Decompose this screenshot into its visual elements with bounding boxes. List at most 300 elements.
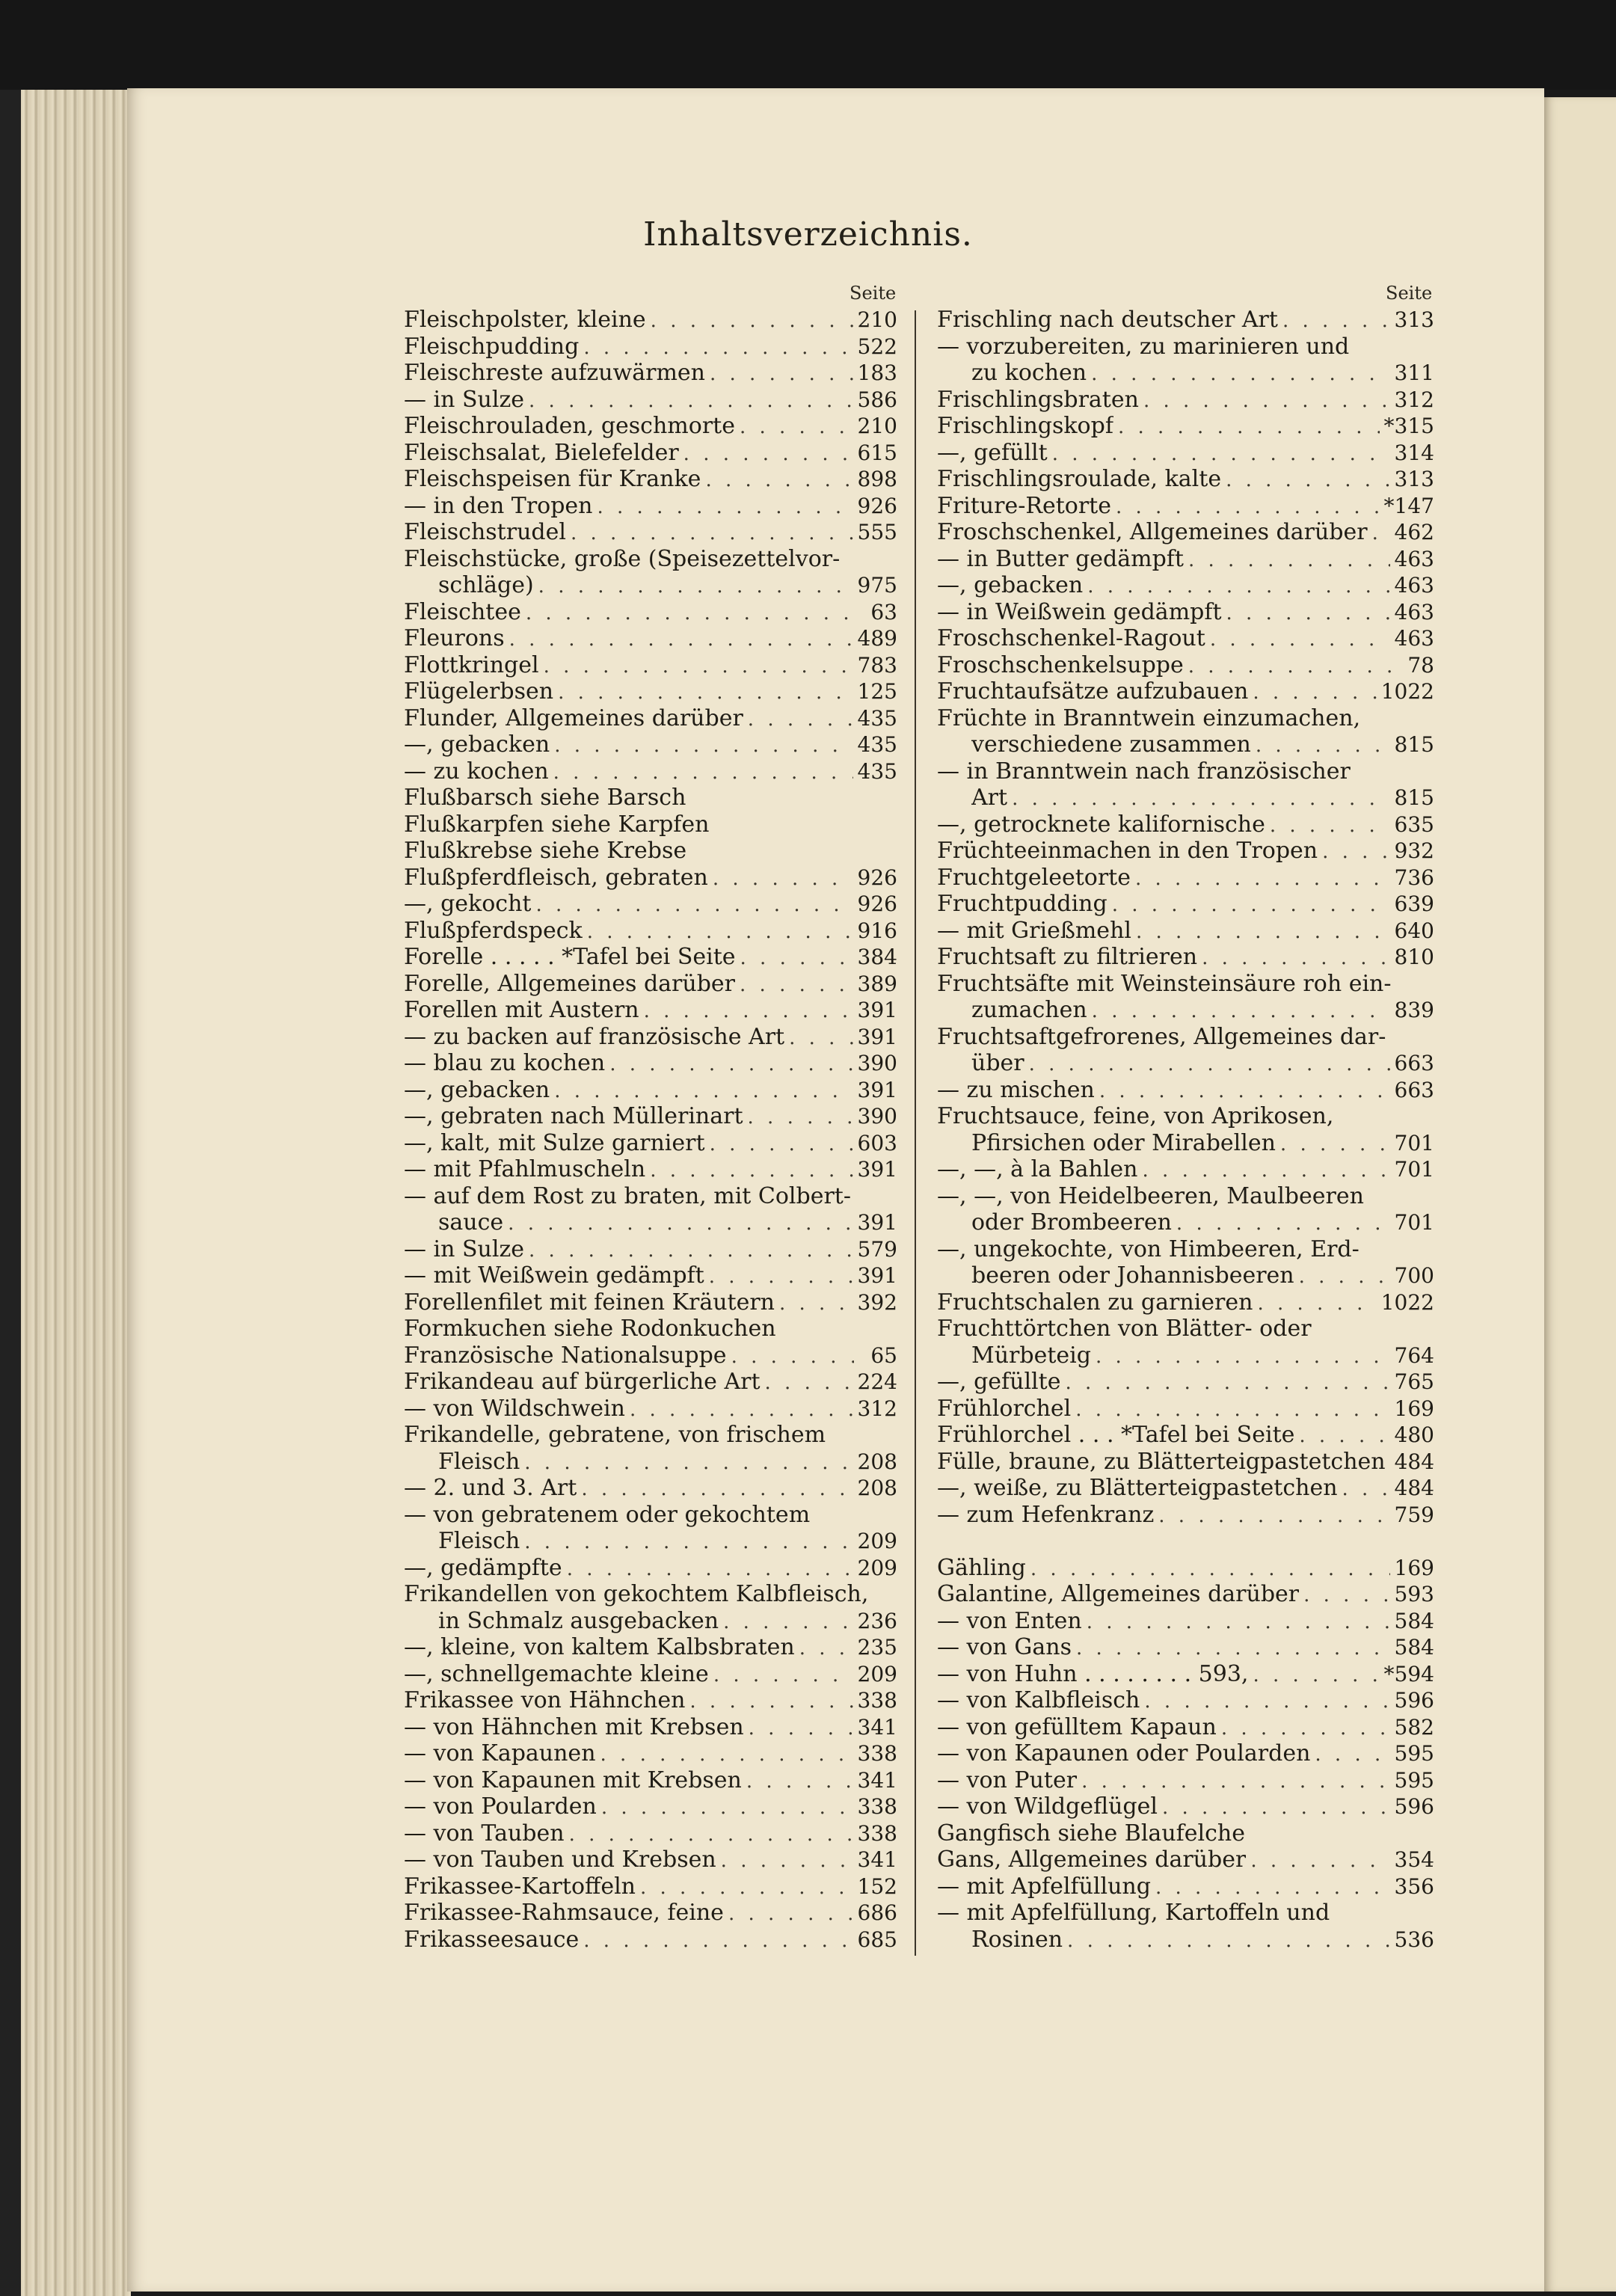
- entry-name: —, weiße, zu Blätterteigpastetchen: [937, 1475, 1338, 1501]
- index-entry: [404, 971, 897, 998]
- entry-name: Fleischstrudel: [404, 519, 566, 545]
- entry-page-number: 354: [1394, 1847, 1434, 1872]
- index-entry: [404, 1103, 897, 1130]
- entry-page-number: 700: [1394, 1263, 1434, 1288]
- entry-name: Forellenfilet mit feinen Kräutern: [404, 1289, 775, 1316]
- entry-page-number: 595: [1394, 1741, 1434, 1766]
- entry-page-number: 765: [1394, 1369, 1434, 1394]
- index-entry: [404, 546, 897, 573]
- left-column-page-label: Seite: [850, 283, 897, 304]
- index-entry: [404, 1793, 897, 1820]
- leader-dots: [799, 1636, 853, 1663]
- entry-name: Flügelerbsen: [404, 678, 554, 705]
- index-entry: [937, 1767, 1434, 1794]
- entry-page-number: 1022: [1380, 679, 1434, 704]
- entry-name: Froschschenkel-Ragout: [937, 625, 1205, 651]
- leader-dots: [1270, 813, 1390, 840]
- index-entry: [937, 1475, 1434, 1502]
- entry-name: Frühlorchel: [937, 1395, 1072, 1422]
- entry-page-number: 484: [1394, 1449, 1435, 1474]
- entry-page-number: 338: [857, 1688, 897, 1713]
- index-entry: [404, 1767, 897, 1794]
- index-entry: [937, 1262, 1434, 1289]
- entry-name: — von Kapaunen mit Krebsen: [404, 1766, 742, 1793]
- entry-page-number: 584: [1394, 1635, 1434, 1660]
- entry-page-number: 312: [1394, 387, 1434, 412]
- page-title: Inhaltsverzeichnis.: [643, 215, 973, 254]
- entry-page-number: 839: [1394, 998, 1434, 1022]
- index-entry: [404, 1634, 897, 1661]
- leader-dots: [748, 1105, 853, 1132]
- entry-page-number: 314: [1394, 440, 1434, 465]
- entry-page-number: *594: [1383, 1661, 1434, 1686]
- index-entry: [937, 705, 1434, 732]
- entry-page-number: 210: [857, 307, 897, 332]
- entry-page-number: 313: [1394, 307, 1434, 332]
- entry-name: — in Branntwein nach französischer: [937, 758, 1351, 785]
- index-entry: [404, 678, 897, 705]
- entry-name: oder Brombeeren: [971, 1209, 1172, 1236]
- index-entry: [937, 918, 1434, 945]
- entry-name: verschiedene zusammen: [971, 731, 1251, 758]
- entry-name: Friture-Retorte: [937, 492, 1111, 519]
- leader-dots: [710, 1132, 853, 1158]
- entry-page-number: 736: [1394, 865, 1434, 890]
- entry-name: — von gebratenem oder gekochtem: [404, 1501, 811, 1528]
- index-entry: [937, 1608, 1434, 1635]
- entry-page-number: 586: [857, 387, 897, 412]
- entry-page-number: 463: [1394, 599, 1434, 624]
- entry-name: —, gebraten nach Müllerinart: [404, 1103, 743, 1129]
- entry-page-number: 392: [857, 1289, 897, 1315]
- entry-page-number: 391: [857, 998, 897, 1022]
- index-entry: [404, 1661, 897, 1688]
- entry-name: Frischling nach deutscher Art: [937, 307, 1278, 333]
- entry-name: Pfirsichen oder Mirabellen: [971, 1129, 1276, 1156]
- entry-name: Frikandellen von gekochtem Kalbfleisch,: [404, 1581, 869, 1607]
- entry-name: Froschschenkelsuppe: [937, 651, 1184, 678]
- index-entry: [404, 1289, 897, 1316]
- index-entry: [937, 678, 1434, 705]
- entry-page-number: 595: [1394, 1767, 1434, 1793]
- entry-name: — von Tauben: [404, 1820, 565, 1847]
- leader-dots: [1253, 1663, 1379, 1689]
- index-entry: [404, 1050, 897, 1077]
- index-entry: [404, 1714, 897, 1741]
- leader-dots: [1030, 1556, 1390, 1583]
- leader-dots: [567, 1556, 853, 1583]
- entry-name: —, gekocht: [404, 891, 532, 917]
- entry-page-number: 686: [857, 1900, 897, 1925]
- index-entry: [937, 307, 1434, 334]
- right-column-page-label: Seite: [1386, 283, 1433, 304]
- entry-name: Gähling: [937, 1554, 1026, 1581]
- leader-dots: [740, 945, 853, 972]
- leader-dots: [1067, 1928, 1390, 1955]
- index-column-right: [937, 307, 1434, 1953]
- index-entry: [404, 572, 897, 599]
- index-entry: [937, 466, 1434, 493]
- index-entry: [404, 1130, 897, 1157]
- index-entry: [404, 1369, 897, 1396]
- entry-name: Formkuchen siehe Rodonkuchen: [404, 1316, 776, 1342]
- entry-name: Fleisch: [438, 1528, 520, 1554]
- index-entry: [404, 997, 897, 1024]
- index-entry: [937, 997, 1434, 1024]
- entry-page-number: 536: [1394, 1927, 1434, 1952]
- entry-name: Fleisch: [438, 1448, 520, 1475]
- entry-name: — von gefülltem Kapaun: [937, 1713, 1217, 1740]
- facing-page-edge: [1544, 97, 1616, 2292]
- entry-name: — zum Hefenkranz: [937, 1501, 1155, 1528]
- index-entry: [937, 1927, 1434, 1953]
- leader-dots: [1342, 1476, 1390, 1503]
- entry-page-number: 435: [857, 705, 897, 731]
- entry-page-number: 338: [857, 1741, 897, 1766]
- entry-name: — zu backen auf französische Art: [404, 1023, 785, 1050]
- leader-dots: [554, 733, 852, 760]
- index-entry: [937, 971, 1434, 998]
- index-entry: [937, 865, 1434, 891]
- entry-page-number: 480: [1394, 1422, 1434, 1447]
- entry-page-number: 603: [857, 1130, 897, 1155]
- book-edge-shadow: [0, 90, 21, 2296]
- entry-name: Frikassee von Hähnchen: [404, 1687, 686, 1713]
- entry-name: — in Weißwein gedämpft: [937, 598, 1222, 625]
- entry-page-number: 65: [870, 1342, 897, 1368]
- entry-page-number: 341: [857, 1714, 897, 1740]
- leader-dots: [689, 1689, 852, 1716]
- leader-dots: [508, 1211, 852, 1238]
- leader-dots: [597, 494, 853, 521]
- entry-page-number: 462: [1394, 520, 1434, 544]
- index-entry: [404, 705, 897, 732]
- entry-page-number: 63: [870, 599, 897, 624]
- index-entry: [937, 1289, 1434, 1316]
- leader-dots: [1076, 1636, 1390, 1663]
- index-entry: [404, 1847, 897, 1873]
- entry-page-number: 815: [1394, 732, 1434, 757]
- entry-name: beeren oder Johannisbeeren: [971, 1262, 1294, 1289]
- leader-dots: [721, 1848, 853, 1875]
- index-entry: [404, 334, 897, 360]
- index-entry: [937, 1342, 1434, 1369]
- entry-page-number: 596: [1394, 1688, 1434, 1713]
- index-entry: [937, 1130, 1434, 1157]
- entry-name: — auf dem Rost zu braten, mit Colbert-: [404, 1182, 851, 1209]
- leader-dots: [1158, 1503, 1389, 1530]
- entry-name: — mit Grießmehl: [937, 917, 1131, 944]
- entry-page-number: 356: [1394, 1873, 1434, 1899]
- index-entry: [937, 1024, 1434, 1051]
- entry-name: zu kochen: [971, 360, 1087, 386]
- entry-name: — mit Apfelfüllung: [937, 1873, 1151, 1900]
- entry-page-number: 584: [1394, 1608, 1434, 1633]
- entry-name: Fleischrouladen, geschmorte: [404, 413, 735, 439]
- entry-name: — von Kapaunen: [404, 1740, 596, 1766]
- entry-page-number: 701: [1394, 1130, 1434, 1155]
- index-entry: [404, 785, 897, 811]
- entry-name: Fleischpudding: [404, 333, 580, 360]
- entry-name: Forelle, Allgemeines darüber: [404, 970, 736, 997]
- entry-name: — von Kalbfleisch: [937, 1687, 1140, 1713]
- entry-name: — in Sulze: [404, 1236, 525, 1262]
- leader-dots: [538, 574, 853, 601]
- leader-dots: [1087, 1609, 1390, 1636]
- entry-page-number: 663: [1394, 1077, 1434, 1102]
- index-entry: [937, 811, 1434, 838]
- entry-name: Frikandeau auf bürgerliche Art: [404, 1369, 761, 1395]
- leader-dots: [609, 1052, 852, 1078]
- index-entry: [404, 1475, 897, 1502]
- entry-page-number: 183: [857, 360, 897, 385]
- entry-name: — mit Apfelfüllung, Kartoffeln und: [937, 1900, 1330, 1926]
- leader-dots: [1226, 601, 1390, 627]
- index-entry: [937, 1236, 1434, 1263]
- index-entry: [404, 811, 897, 838]
- entry-page-number: 489: [857, 626, 897, 651]
- entry-name: — von Tauben und Krebsen: [404, 1847, 716, 1873]
- leader-dots: [526, 601, 854, 627]
- entry-page-number: 582: [1394, 1714, 1434, 1740]
- leader-dots: [529, 388, 853, 415]
- leader-dots: [1322, 839, 1389, 866]
- leader-dots: [1116, 494, 1380, 521]
- index-entry: [404, 918, 897, 945]
- leader-dots: [581, 1476, 852, 1503]
- index-entry: [937, 546, 1434, 573]
- leader-dots: [1091, 361, 1389, 388]
- leader-dots: [1282, 308, 1390, 335]
- leader-dots: [728, 1901, 853, 1928]
- leader-dots: [1135, 866, 1390, 893]
- entry-name: — zu kochen: [404, 758, 549, 785]
- index-entry: [937, 1422, 1434, 1449]
- entry-name: —, gebacken: [404, 731, 550, 758]
- leader-dots: [1256, 733, 1390, 760]
- index-entry: [937, 838, 1434, 865]
- entry-name: Fruchtsauce, feine, von Aprikosen,: [937, 1103, 1334, 1129]
- entry-page-number: 555: [857, 520, 897, 544]
- entry-name: —, kleine, von kaltem Kalbsbraten: [404, 1634, 795, 1660]
- entry-name: — zu mischen: [937, 1076, 1095, 1103]
- entry-name: Flußbarsch siehe Barsch: [404, 785, 686, 811]
- entry-page-number: 596: [1394, 1794, 1434, 1819]
- entry-page-number: 209: [857, 1661, 897, 1686]
- leader-dots: [1226, 467, 1389, 494]
- entry-name: Fleurons: [404, 625, 505, 651]
- leader-dots: [583, 1928, 852, 1955]
- leader-dots: [587, 919, 853, 946]
- entry-name: Frikandelle, gebratene, von frischem: [404, 1422, 826, 1448]
- index-entry: [937, 1793, 1434, 1820]
- index-entry: [404, 387, 897, 414]
- entry-page-number: 898: [857, 467, 897, 491]
- index-entry: [937, 1847, 1434, 1873]
- entry-page-number: 975: [857, 573, 897, 598]
- leader-dots: [524, 1450, 852, 1477]
- leader-dots: [1303, 1583, 1389, 1609]
- entry-name: Frikassee-Kartoffeln: [404, 1873, 636, 1900]
- entry-name: —, gebacken: [937, 572, 1084, 598]
- entry-name: sauce: [438, 1209, 504, 1236]
- entry-page-number: 701: [1394, 1210, 1434, 1235]
- entry-name: Frischlingsroulade, kalte: [937, 466, 1222, 492]
- entry-name: — von Gans: [937, 1634, 1072, 1660]
- entry-name: Forellen mit Austern: [404, 997, 639, 1023]
- entry-page-number: 391: [857, 1263, 897, 1288]
- entry-page-number: 640: [1394, 918, 1434, 943]
- index-entry: [937, 440, 1434, 467]
- leader-dots: [709, 1264, 853, 1291]
- leader-dots: [765, 1370, 853, 1397]
- index-column-left: [404, 307, 897, 1953]
- entry-page-number: 463: [1394, 626, 1434, 651]
- index-entry: [937, 1502, 1434, 1529]
- index-entry: [937, 1077, 1434, 1104]
- entry-page-number: 78: [1407, 652, 1434, 678]
- entry-page-number: 312: [857, 1396, 897, 1421]
- entry-name: Fülle, braune, zu Blätterteigpastetchen: [937, 1448, 1386, 1475]
- index-entry: [937, 785, 1434, 811]
- index-entry: [937, 1396, 1434, 1422]
- entry-name: Gans, Allgemeines darüber: [937, 1847, 1247, 1873]
- index-entry: [937, 1555, 1434, 1582]
- entry-page-number: 810: [1394, 945, 1434, 969]
- entry-name: —, schnellgemachte kleine: [404, 1660, 709, 1687]
- index-entry: [404, 944, 897, 971]
- leader-dots: [1176, 1211, 1390, 1238]
- entry-name: Frühlorchel . . . *Tafel bei Seite: [937, 1422, 1295, 1448]
- index-entry: [404, 440, 897, 467]
- index-entry: [404, 891, 897, 918]
- index-entry: [937, 1634, 1434, 1661]
- index-entry: [404, 1927, 897, 1953]
- entry-name: in Schmalz ausgebacken: [438, 1607, 719, 1634]
- leader-dots: [1221, 1716, 1390, 1743]
- leader-dots: [509, 627, 853, 654]
- leader-dots: [529, 1238, 853, 1265]
- index-entry: [404, 1024, 897, 1051]
- leader-dots: [583, 335, 852, 362]
- entry-name: Fruchtaufsätze aufzubauen: [937, 678, 1249, 705]
- leader-dots: [1315, 1742, 1389, 1769]
- entry-name: Fleischsalat, Bielefelder: [404, 439, 679, 466]
- index-entry: [937, 944, 1434, 971]
- leader-dots: [1065, 1370, 1389, 1397]
- index-entry: [404, 1687, 897, 1714]
- leader-dots: [749, 1716, 853, 1743]
- entry-page-number: 759: [1394, 1502, 1434, 1527]
- leader-dots: [601, 1795, 853, 1822]
- index-entry: [937, 1209, 1434, 1236]
- entry-page-number: 1022: [1380, 1289, 1434, 1315]
- index-entry: [404, 625, 897, 652]
- index-entry: [404, 1156, 897, 1183]
- entry-name: Froschschenkel, Allgemeines darüber: [937, 519, 1368, 545]
- leader-dots: [1210, 627, 1390, 654]
- entry-name: — von Wildschwein: [404, 1395, 625, 1422]
- entry-name: Gangfisch siehe Blaufelche: [937, 1820, 1245, 1847]
- entry-page-number: 639: [1394, 891, 1434, 916]
- entry-name: — von Kapaunen oder Poularden: [937, 1740, 1311, 1766]
- index-entry: [937, 413, 1434, 440]
- entry-page-number: 390: [857, 1051, 897, 1075]
- entry-page-number: 338: [857, 1794, 897, 1819]
- entry-page-number: 926: [857, 891, 897, 916]
- leader-dots: [713, 866, 853, 893]
- entry-name: — von Puter: [937, 1766, 1078, 1793]
- index-entry: [937, 1449, 1434, 1476]
- entry-name: Flußpferdspeck: [404, 917, 583, 944]
- index-entry: [404, 1740, 897, 1767]
- entry-name: über: [971, 1050, 1024, 1076]
- entry-page-number: 384: [857, 945, 897, 969]
- entry-name: — blau zu kochen: [404, 1050, 606, 1076]
- leader-dots: [1299, 1423, 1389, 1450]
- index-entry: [937, 387, 1434, 414]
- entry-page-number: 208: [857, 1449, 897, 1474]
- entry-name: Frikassee-Rahmsauce, feine: [404, 1900, 724, 1926]
- leader-dots: [1143, 388, 1390, 415]
- entry-name: Mürbeteig: [971, 1342, 1091, 1369]
- entry-name: Früchte in Branntwein einzumachen,: [937, 705, 1361, 731]
- entry-page-number: 615: [857, 440, 897, 465]
- entry-name: —, gefüllte: [937, 1369, 1061, 1395]
- index-entry: [404, 1820, 897, 1847]
- index-entry: [937, 1103, 1434, 1130]
- index-entry: [404, 1873, 897, 1900]
- leader-dots: [1143, 1158, 1390, 1185]
- entry-page-number: 313: [1394, 467, 1434, 491]
- leader-dots: [1096, 1344, 1390, 1371]
- entry-page-number: 764: [1394, 1342, 1434, 1368]
- entry-page-number: 390: [857, 1104, 897, 1129]
- index-entry: [404, 1077, 897, 1104]
- index-entry: [404, 1183, 897, 1210]
- entry-page-number: 593: [1394, 1582, 1434, 1606]
- entry-name: Frischlingskopf: [937, 413, 1113, 439]
- leader-dots: [1250, 1848, 1389, 1875]
- index-entry: [937, 1050, 1434, 1077]
- entry-page-number: 926: [857, 493, 897, 518]
- index-entry: [404, 758, 897, 785]
- leader-dots: [651, 308, 853, 335]
- entry-page-number: 663: [1394, 1051, 1434, 1075]
- leader-dots: [723, 1609, 852, 1636]
- leader-dots: [740, 972, 853, 999]
- entry-name: — in den Tropen: [404, 492, 593, 519]
- leader-dots: [1087, 574, 1389, 601]
- entry-name: Frischlingsbraten: [937, 386, 1139, 413]
- entry-name: Französische Nationalsuppe: [404, 1342, 727, 1369]
- leader-dots: [1188, 547, 1390, 574]
- entry-name: — von Poularden: [404, 1793, 597, 1820]
- index-entry: [937, 1714, 1434, 1741]
- index-entry: [404, 1396, 897, 1422]
- index-entry: [937, 599, 1434, 626]
- index-entry: [404, 865, 897, 891]
- index-entry: [404, 1209, 897, 1236]
- leader-dots: [571, 521, 853, 547]
- entry-name: Flottkringel: [404, 651, 539, 678]
- index-entry: [937, 1661, 1434, 1688]
- entry-name: Fleischpolster, kleine: [404, 307, 646, 333]
- leader-dots: [600, 1742, 853, 1769]
- index-entry: [937, 1820, 1434, 1847]
- entry-page-number: 236: [857, 1608, 897, 1633]
- index-entry: [937, 1156, 1434, 1183]
